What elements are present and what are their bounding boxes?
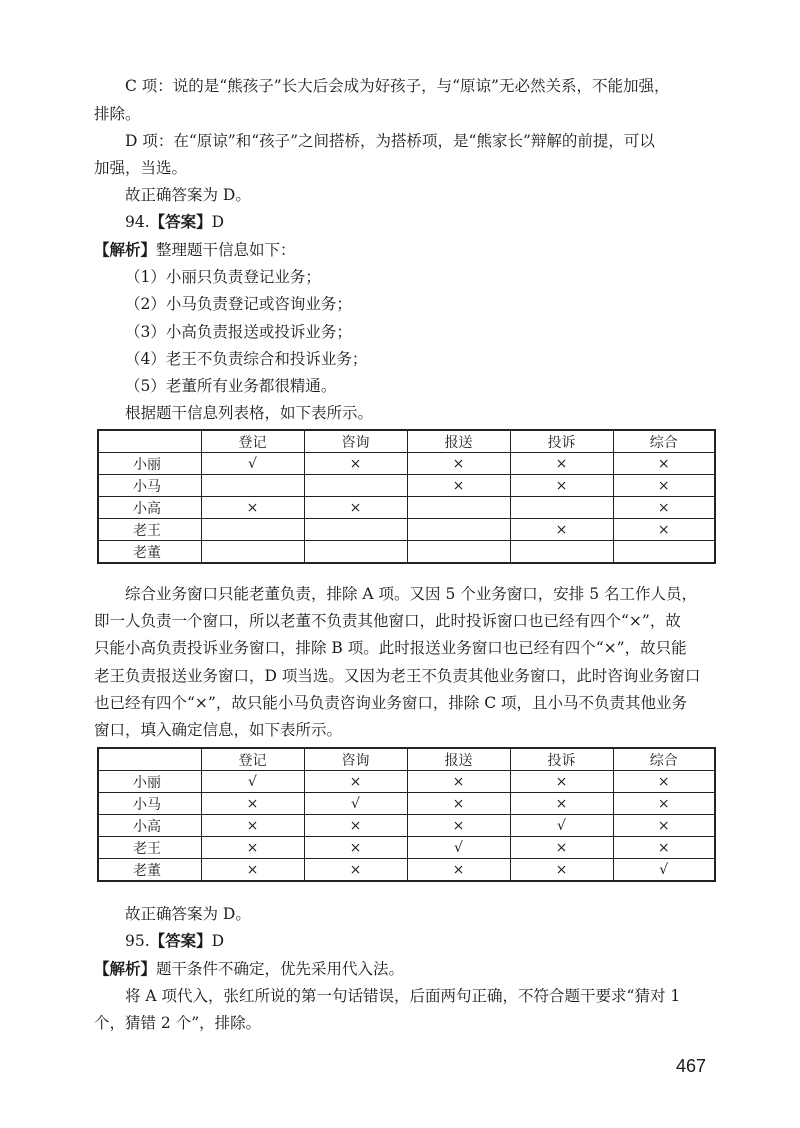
q95-line-2: 个，猜错 2 个”，排除。 bbox=[94, 1014, 262, 1032]
table-cell: × bbox=[304, 815, 407, 837]
page-number: 467 bbox=[676, 1056, 707, 1076]
table-cell: × bbox=[510, 859, 613, 882]
option-d-line-1: D 项：在“原谅”和“孩子”之间搭桥，为搭桥项，是“熊家长”辩解的前提，可以 bbox=[125, 132, 655, 150]
table-cell: × bbox=[613, 519, 715, 541]
q95-analysis-label: 【解析】 bbox=[94, 959, 157, 978]
q94-answer-line bbox=[125, 212, 755, 232]
q94-analysis-label: 【解析】 bbox=[94, 240, 157, 259]
table-cell: × bbox=[201, 815, 304, 837]
row-label: 小高 bbox=[98, 497, 201, 519]
table-cell: × bbox=[613, 793, 715, 815]
table-cell: × bbox=[407, 793, 510, 815]
table-header-cell: 咨询 bbox=[304, 430, 407, 453]
table-cell: × bbox=[407, 815, 510, 837]
table-cell: × bbox=[304, 497, 407, 519]
table-cell: × bbox=[613, 475, 715, 497]
q94-condition-5: （5）老董所有业务都很精通。 bbox=[125, 377, 337, 395]
explanation-line-3: 只能小高负责投诉业务窗口，排除 B 项。此时报送业务窗口也已经有四个“×”，故只能 bbox=[94, 639, 687, 657]
row-label: 老董 bbox=[98, 541, 201, 564]
q95-answer-value: D bbox=[211, 932, 225, 950]
table-cell: × bbox=[613, 497, 715, 519]
table-cell: √ bbox=[201, 453, 304, 475]
table-row bbox=[98, 541, 715, 564]
table-header-cell: 咨询 bbox=[304, 748, 407, 771]
table-cell: × bbox=[304, 771, 407, 793]
table-cell: × bbox=[201, 793, 304, 815]
table-cell bbox=[201, 475, 304, 497]
table-header-cell: 登记 bbox=[201, 430, 304, 453]
table-cell: × bbox=[201, 859, 304, 882]
table-row bbox=[98, 519, 715, 541]
table-cell bbox=[201, 541, 304, 564]
row-label: 老董 bbox=[98, 859, 201, 882]
table-cell: × bbox=[201, 837, 304, 859]
option-c-line-2: 排除。 bbox=[94, 105, 141, 123]
table-cell: × bbox=[407, 859, 510, 882]
explanation-line-4: 老王负责报送业务窗口，D 项当选。又因为老王不负责其他业务窗口，此时咨询业务窗口 bbox=[94, 667, 701, 685]
row-label: 小马 bbox=[98, 475, 201, 497]
q94-conclusion: 故正确答案为 D。 bbox=[125, 905, 251, 923]
q94-analysis-intro: 整理题干信息如下： bbox=[156, 241, 296, 259]
row-label: 小马 bbox=[98, 793, 201, 815]
q95-line-1: 将 A 项代入，张红所说的第一句话错误，后面两句正确，不符合题干要求“猜对 1 bbox=[125, 987, 681, 1005]
table-cell: × bbox=[304, 453, 407, 475]
explanation-line-5: 也已经有四个“×”，故只能小马负责咨询业务窗口，排除 C 项，且小马不负责其他业务 bbox=[94, 694, 688, 712]
q94-answer-value: D bbox=[211, 213, 225, 231]
table-row bbox=[98, 837, 715, 859]
table-header-cell: 综合 bbox=[613, 430, 715, 453]
q94-answer-label: 【答案】 bbox=[149, 212, 212, 231]
table-row bbox=[98, 771, 715, 793]
q94-number: 94. bbox=[125, 213, 150, 231]
table-cell: × bbox=[407, 475, 510, 497]
table-row bbox=[98, 815, 715, 837]
table-row bbox=[98, 475, 715, 497]
table-cell bbox=[510, 541, 613, 564]
q94-table-intro: 根据题干信息列表格，如下表所示。 bbox=[125, 404, 374, 422]
q95-answer-label: 【答案】 bbox=[149, 931, 212, 950]
table-cell: × bbox=[407, 453, 510, 475]
table-header-cell: 投诉 bbox=[510, 748, 613, 771]
table-row bbox=[98, 859, 715, 882]
explanation-line-6: 窗口，填入确定信息，如下表所示。 bbox=[94, 721, 343, 739]
q94-condition-2: （2）小马负责登记或咨询业务； bbox=[125, 295, 352, 313]
table-cell bbox=[304, 519, 407, 541]
q95-analysis-text: 题干条件不确定，优先采用代入法。 bbox=[156, 960, 405, 978]
explanation-line-1: 综合业务窗口只能老董负责，排除 A 项。又因 5 个业务窗口，安排 5 名工作人员， bbox=[125, 585, 697, 603]
table-cell: × bbox=[510, 475, 613, 497]
q94-condition-1: （1）小丽只负责登记业务； bbox=[125, 268, 321, 286]
table-cell bbox=[407, 519, 510, 541]
table-header-cell: 综合 bbox=[613, 748, 715, 771]
table-final bbox=[97, 747, 716, 882]
q94-condition-4: （4）老王不负责综合和投诉业务； bbox=[125, 350, 368, 368]
table-cell: × bbox=[304, 859, 407, 882]
table-header-corner bbox=[98, 748, 201, 771]
table-header-cell: 报送 bbox=[407, 430, 510, 453]
table-cell: × bbox=[613, 453, 715, 475]
table-cell: × bbox=[613, 815, 715, 837]
table-header-row bbox=[98, 430, 715, 453]
explanation-line-2: 即一人负责一个窗口，所以老董不负责其他窗口，此时投诉窗口也已经有四个“×”，故 bbox=[94, 612, 681, 630]
q95-analysis-line bbox=[94, 959, 724, 979]
table-cell bbox=[304, 541, 407, 564]
table-cell: √ bbox=[407, 837, 510, 859]
table-cell: √ bbox=[201, 771, 304, 793]
table-row bbox=[98, 453, 715, 475]
table-cell bbox=[510, 497, 613, 519]
table-row bbox=[98, 793, 715, 815]
q94-condition-3: （3）小高负责报送或投诉业务； bbox=[125, 323, 352, 341]
row-label: 小丽 bbox=[98, 771, 201, 793]
table-row bbox=[98, 497, 715, 519]
table-cell bbox=[201, 519, 304, 541]
q94-analysis-line bbox=[94, 240, 724, 260]
table-cell: × bbox=[304, 837, 407, 859]
table-cell bbox=[407, 541, 510, 564]
table-cell: × bbox=[510, 793, 613, 815]
table-cell: × bbox=[510, 771, 613, 793]
option-c-line-1: C 项：说的是“熊孩子”长大后会成为好孩子，与“原谅”无必然关系，不能加强， bbox=[125, 77, 670, 95]
table-cell: × bbox=[613, 837, 715, 859]
table-cell: × bbox=[510, 837, 613, 859]
q93-conclusion: 故正确答案为 D。 bbox=[125, 186, 251, 204]
table-header-corner bbox=[98, 430, 201, 453]
option-d-line-2: 加强，当选。 bbox=[94, 159, 188, 177]
table-cell: × bbox=[510, 453, 613, 475]
table-header-cell: 报送 bbox=[407, 748, 510, 771]
table-cell: × bbox=[510, 519, 613, 541]
table-cell: √ bbox=[304, 793, 407, 815]
table-cell: × bbox=[201, 497, 304, 519]
table-cell bbox=[407, 497, 510, 519]
table-cell bbox=[613, 541, 715, 564]
table-header-row bbox=[98, 748, 715, 771]
table-cell: √ bbox=[510, 815, 613, 837]
row-label: 老王 bbox=[98, 519, 201, 541]
table-cell: × bbox=[407, 771, 510, 793]
table-initial bbox=[97, 429, 716, 564]
row-label: 小高 bbox=[98, 815, 201, 837]
table-header-cell: 投诉 bbox=[510, 430, 613, 453]
table-cell: √ bbox=[613, 859, 715, 882]
table-header-cell: 登记 bbox=[201, 748, 304, 771]
q95-answer-line bbox=[125, 931, 755, 951]
row-label: 小丽 bbox=[98, 453, 201, 475]
q95-number: 95. bbox=[125, 932, 150, 950]
table-cell bbox=[304, 475, 407, 497]
table-cell: × bbox=[613, 771, 715, 793]
row-label: 老王 bbox=[98, 837, 201, 859]
